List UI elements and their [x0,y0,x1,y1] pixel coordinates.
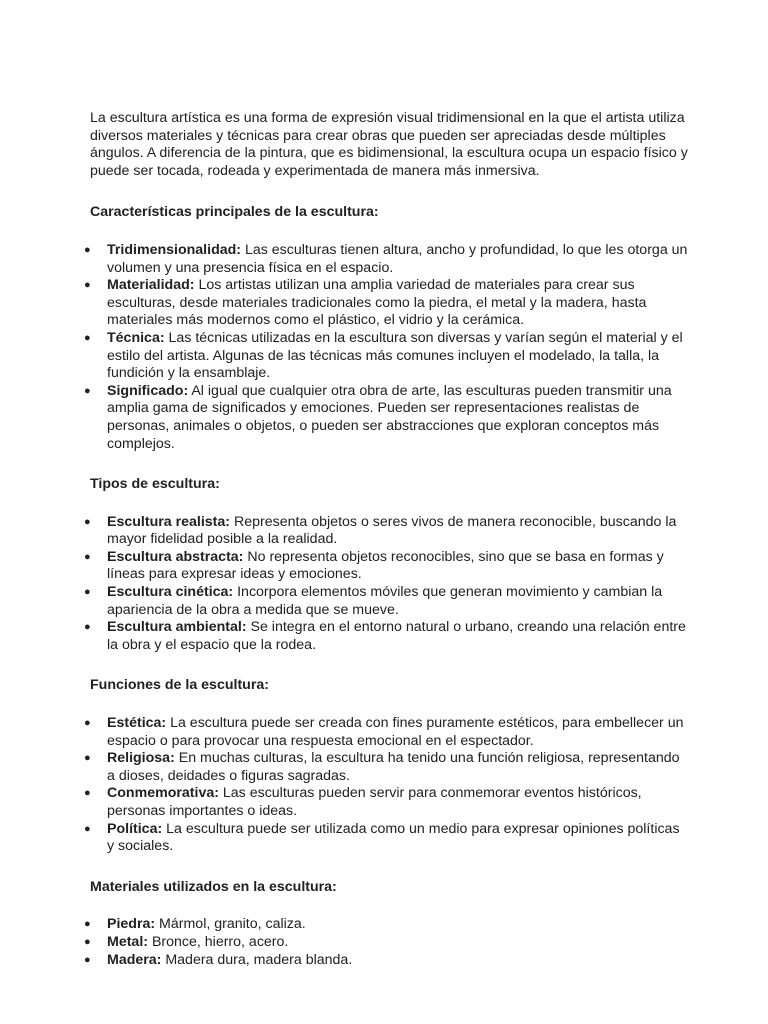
section-heading-funciones: Funciones de la escultura: [90,677,269,694]
bullet-icon: ● [84,331,91,344]
bullet-icon: ● [84,586,91,599]
list-item [84,916,690,934]
list-item-text: Las esculturas tienen altura, ancho y profundidad, lo que les otorga un volumen y una presencia física en el espacio. [107,241,688,276]
list-caracteristicas [84,241,690,453]
bullet-icon: ● [84,279,91,292]
list-item-term: Metal: [107,933,148,950]
section-heading-caracteristicas: Características principales de la escultura: [90,204,379,221]
list-item [84,785,690,820]
list-item-text: Mármol, granito, caliza. [155,916,306,933]
list-item-text: Al igual que cualquier otra obra de arte, las esculturas pueden transmitir una amplia gama de significados y emociones. Pueden ser representaciones realistas de personas, animales o objetos, o pueden ser abstracciones que exploran conceptos más complejos. [107,382,672,452]
bullet-icon: ● [84,515,91,528]
list-item-term: Madera: [107,951,162,968]
list-materiales [84,916,690,969]
list-item-term: Estética: [107,715,167,732]
list-item [84,933,690,952]
list-item [84,750,690,785]
bullet-icon: ● [84,550,91,563]
list-item-term: Técnica: [107,329,165,346]
list-item-text: La escultura puede ser utilizada como un medio para expresar opiniones políticas y sociales. [107,820,680,855]
bullet-icon: ● [84,935,91,948]
section-heading-tipos: Tipos de escultura: [90,476,220,493]
list-item-text: En muchas culturas, la escultura ha tenido una función religiosa, representando a dioses, deidades o figuras sagradas. [107,750,680,784]
bullet-icon: ● [84,918,91,931]
list-item-text: Bronce, hierro, acero. [148,933,289,950]
list-item-term: Piedra: [107,916,156,933]
bullet-icon: ● [84,787,91,800]
list-item-text: Madera dura, madera blanda. [161,951,353,968]
list-tipos [84,513,690,655]
list-item-term: Religiosa: [107,750,175,767]
list-item-text: Incorpora elementos móviles que generan movimiento y cambian la apariencia de la obra a medida que se mueve. [107,584,663,618]
list-item-text: Se integra en el entorno natural o urbano, creando una relación entre la obra y el espacio que la rodea. [107,619,686,653]
list-item [84,548,690,584]
list-funciones [84,715,690,856]
list-item-term: Significado: [107,382,189,399]
list-item [84,329,690,383]
document-page [84,110,690,969]
list-item-term: Escultura realista: [107,513,231,530]
bullet-icon: ● [84,384,91,397]
list-item [84,584,690,619]
list-item-term: Escultura abstracta: [107,548,244,565]
bullet-icon: ● [84,717,91,730]
list-item-term: Escultura cinética: [107,584,234,601]
list-item-text: La escultura puede ser creada con fines puramente estéticos, para embellecer un espacio o para provocar una respuesta emocional en el espectador. [107,715,684,749]
list-item [84,715,690,750]
list-item-text: Las esculturas pueden servir para conmemorar eventos históricos, personas importantes o ideas. [107,785,642,819]
bullet-icon: ● [84,822,91,835]
intro-paragraph: La escultura artística es una forma de expresión visual tridimensional en la que el artista utiliza diversos materiales y técnicas para crear obras que pueden ser apreciadas desde múltiples ángulos. A diferencia de la pintura, que es bidimensional, la escultura ocupa un espacio físico y puede ser tocada, rodeada y experimentada de manera más inmersiva. [90,110,688,179]
list-item-term: Conmemorativa: [107,785,219,802]
list-item [84,241,690,277]
bullet-icon: ● [84,243,91,256]
list-item-text: Representa objetos o seres vivos de manera reconocible, buscando la mayor fidelidad posible a la realidad. [107,513,677,548]
list-item [84,382,690,453]
list-item-term: Tridimensionalidad: [107,241,242,258]
bullet-icon: ● [84,752,91,765]
list-item-term: Política: [107,820,163,837]
bullet-icon: ● [84,953,91,966]
bullet-icon: ● [84,621,91,634]
list-item-text: Las técnicas utilizadas en la escultura son diversas y varían según el material y el estilo del artista. Algunas de las técnicas más comunes incluyen el modelado, la talla, la fundición y la ensamblaje. [107,329,683,382]
section-heading-materiales: Materiales utilizados en la escultura: [90,878,337,895]
list-item [84,619,690,654]
list-item [84,820,690,856]
list-item-term: Escultura ambiental: [107,619,247,636]
list-item [84,951,690,970]
list-item [84,277,690,330]
list-item-text: No representa objetos reconocibles, sino que se basa en formas y líneas para expresar ideas y emociones. [107,548,664,583]
list-item-text: Los artistas utilizan una amplia variedad de materiales para crear sus esculturas, desde materiales tradicionales como la piedra, el metal y la madera, hasta materiales más modernos como el plástico, el vidrio y la cerámica. [107,277,647,329]
list-item-term: Materialidad: [107,277,195,294]
list-item [84,513,690,549]
